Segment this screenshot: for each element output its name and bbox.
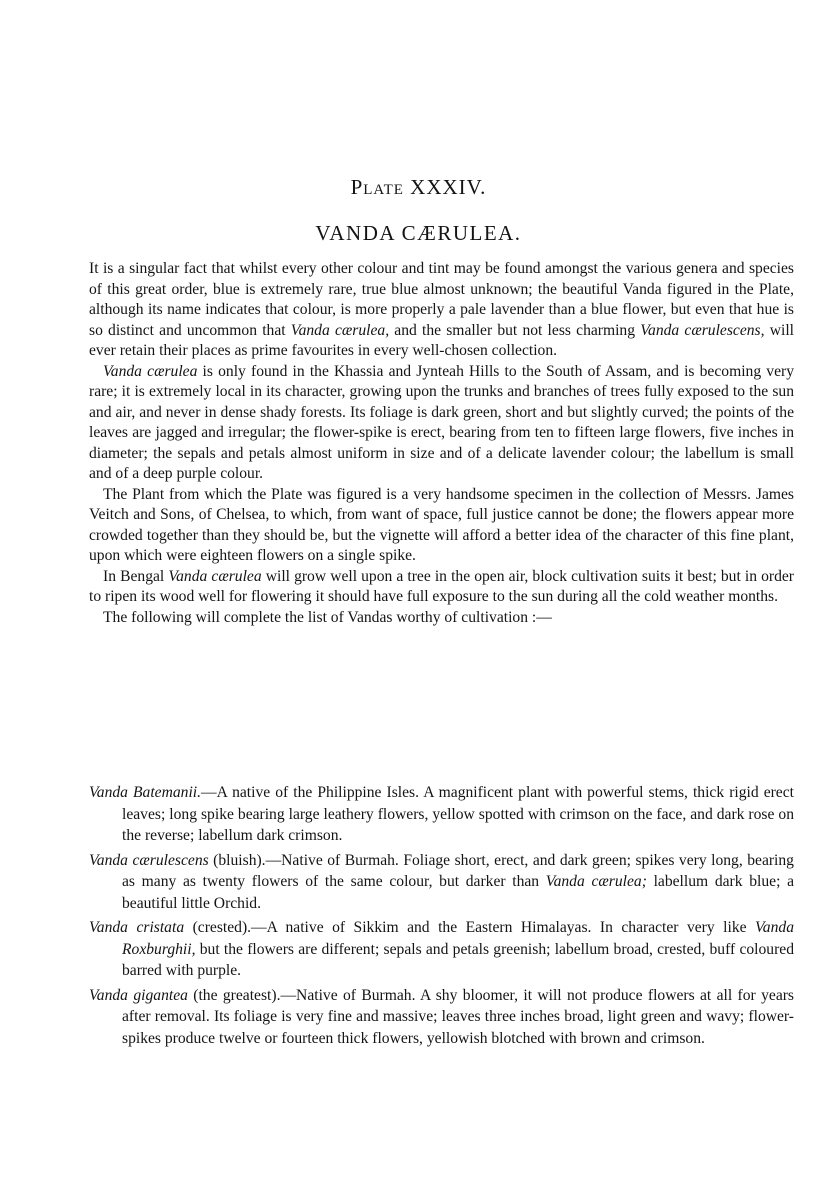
text-run: (bluish).—Native of Burmah. Foliage short, erect, and dark green; spikes very long, bearing as many as twenty flowers of the same colour, but darker than	[122, 851, 794, 890]
list-item	[89, 782, 794, 847]
species-name: Vanda cærulea;	[545, 873, 647, 890]
plate-title: VANDA CÆRULEA.	[315, 221, 522, 245]
plate-number: Plate XXXIV.	[350, 175, 487, 199]
species-name: Vanda gigantea	[89, 986, 188, 1004]
text-run: In Bengal	[103, 567, 169, 585]
list-item	[89, 985, 794, 1050]
list-item	[89, 850, 794, 915]
text-run: labellum dark blue; a beautiful little Orchid.	[122, 873, 795, 912]
list-item	[89, 917, 794, 982]
text-run: will ever retain their places as prime favourites in every well-chosen collection.	[89, 321, 794, 359]
paragraph	[89, 608, 794, 629]
text-run: —A native of the Philippine Isles. A magnificent plant with powerful stems, thick rigid erect leaves; long spike bearing large leathery flowers, yellow spotted with crimson on the face, and dark rose on the reverse; labellum dark crimson.	[122, 784, 794, 844]
text-run: will grow well upon a tree in the open air, block cultivation suits it best; but in order to ripen its wood well for flowering it should have full exposure to the sun during all the cold weather months.	[89, 567, 794, 605]
species-name: Vanda cristata	[89, 919, 185, 936]
text-run: (the greatest).—Native of Burmah. A shy bloomer, it will not produce flowers at all for years after removal. Its foliage is very fine and massive; leaves three inches broad, light green and wavy; flower-spikes produce twelve or fourteen thick flowers, yellowish blotched with brown and crimson.	[122, 986, 795, 1047]
species-name: Vanda cærulescens	[89, 851, 209, 869]
paragraph	[89, 567, 794, 608]
species-name: Vanda cærulea,	[290, 321, 390, 339]
text-run: but the flowers are different; sepals and petals greenish; labellum broad, crested, buff coloured barred with purple.	[122, 940, 794, 979]
body-text	[89, 259, 794, 628]
species-name: Vanda Roxburghii,	[122, 919, 794, 958]
text-run: The Plant from which the Plate was figured is a very handsome specimen in the collection of Messrs. James Veitch and Sons, of Chelsea, to which, from want of space, full justice cannot be done; the flowers appear more crowded together than they should be, but the vignette will afford a better idea of the character of this fine plant, upon which were eighteen flowers on a single spike.	[89, 485, 794, 564]
text-run: is only found in the Khassia and Jynteah Hills to the South of Assam, and is becoming very rare; it is extremely local in its character, growing upon the trunks and branches of trees fully exposed to the sun and air, and never in dense shady forests. Its foliage is dark green, short and but slightly curved; the points of the leaves are jagged and irregular; the flower-spike is erect, bearing from ten to fifteen large flowers, five inches in diameter; the sepals and petals almost uniform in size and of a delicate lavender colour; the labellum is small and of a deep purple colour.	[89, 362, 794, 482]
species-name: Vanda cærulea	[103, 362, 198, 380]
paragraph	[89, 485, 794, 567]
species-name: Vanda cærulea	[168, 567, 262, 585]
paragraph	[89, 362, 794, 485]
species-name: Vanda cærulescens,	[640, 321, 765, 339]
text-run: and the smaller but not less charming	[389, 321, 641, 339]
text-run: It is a singular fact that whilst every other colour and tint may be found amongst the various genera and species of this great order, blue is extremely rare, true blue almost unknown; the beautiful Vanda figured in the Plate, although its name indicates that colour, is more properly a pale lavender than a blue flower, but even that hue is so distinct and uncommon that	[89, 260, 794, 339]
text-run: (crested).—A native of Sikkim and the Eastern Himalayas. In character very like	[184, 919, 756, 936]
species-name: Vanda Batemanii.	[89, 784, 202, 801]
paragraph	[89, 259, 794, 362]
vanda-list	[89, 782, 794, 1052]
text-run: The following will complete the list of Vandas worthy of cultivation :—	[103, 608, 552, 626]
